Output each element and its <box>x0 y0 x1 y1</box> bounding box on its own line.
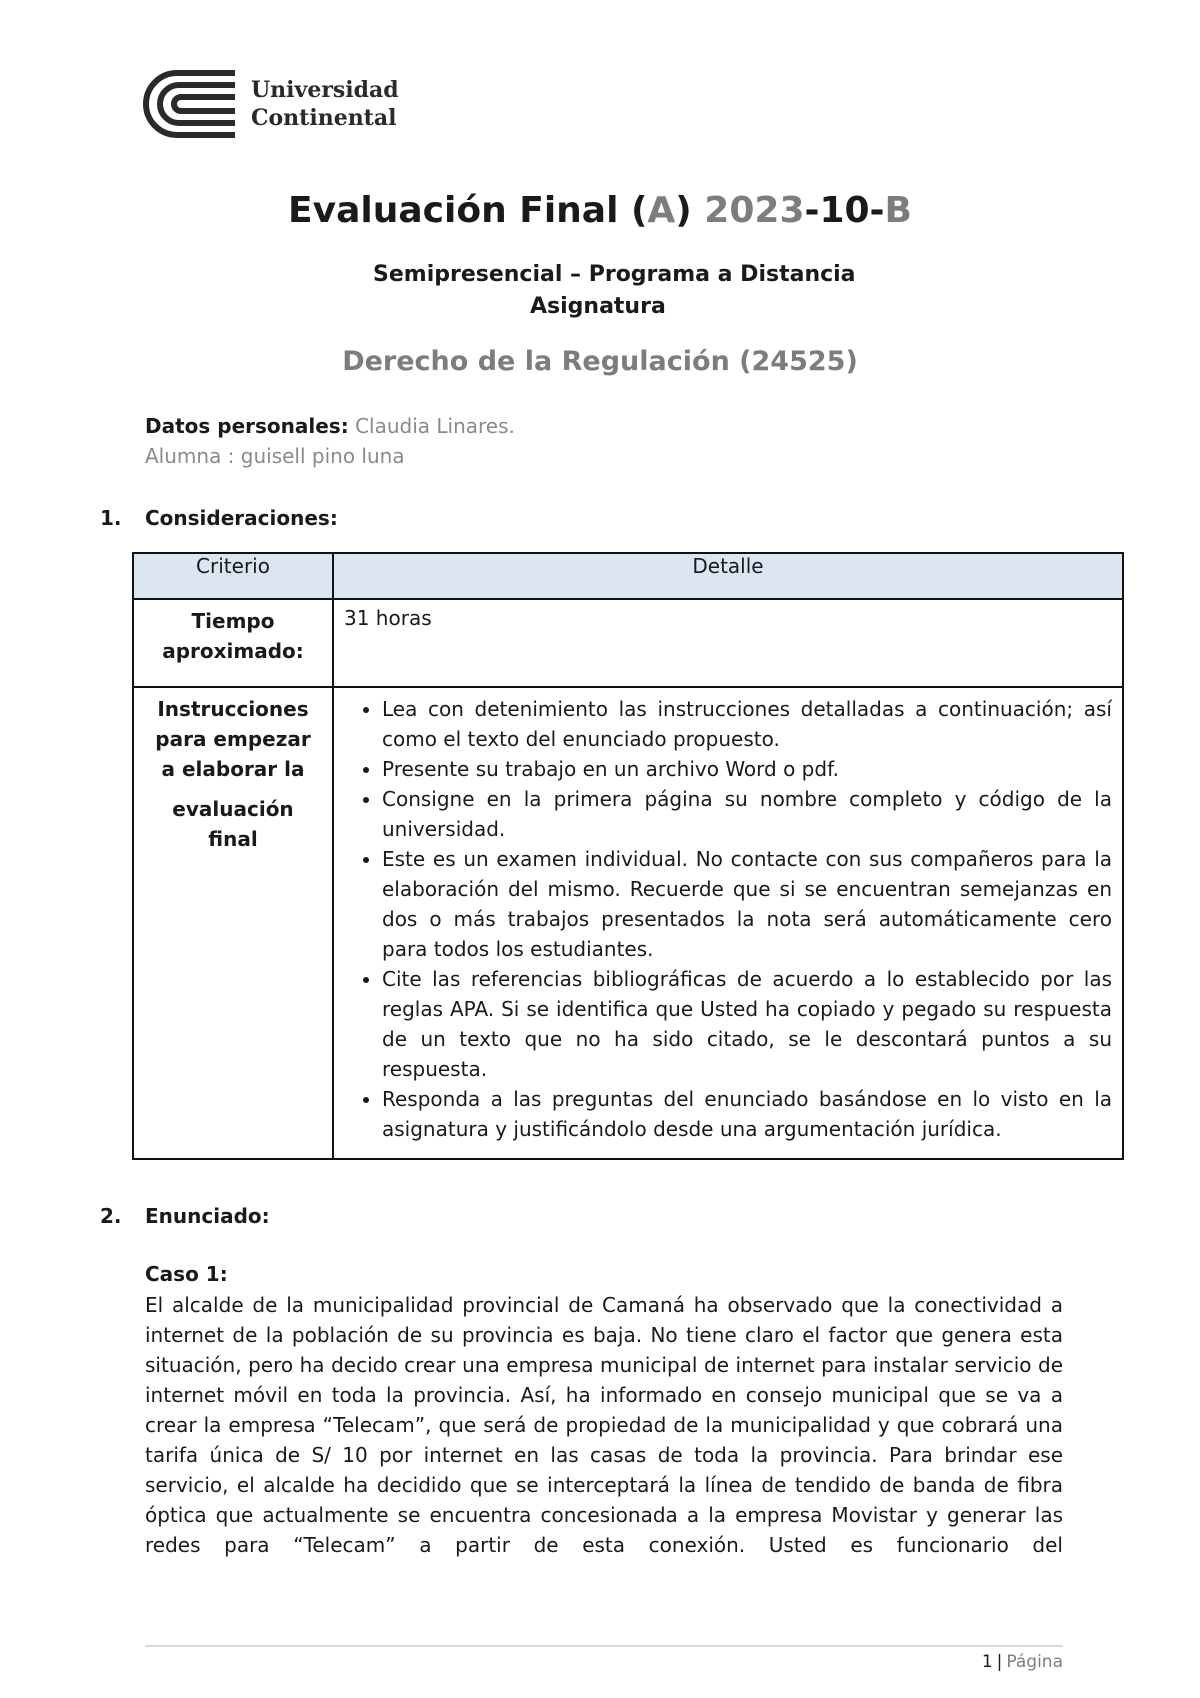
table-header-row <box>133 553 1123 599</box>
detail-cell <box>333 687 1123 1159</box>
section-heading-statement: 2. Enunciado: <box>100 1204 270 1228</box>
personal-data-value: Claudia Linares. <box>355 414 515 438</box>
header-detalle: Detalle <box>333 553 1123 599</box>
student-name: Alumna : guisell pino luna <box>145 444 405 468</box>
header-criterio: Criterio <box>133 553 333 599</box>
course-name: Derecho de la Regulación (24525) <box>342 346 858 377</box>
logo-line-2: Continental <box>251 105 397 131</box>
page-number: 1 <box>981 1652 993 1672</box>
criterion-cell: Instrucciones para empezar a elaborar la evaluación final <box>133 687 333 1159</box>
university-logo <box>143 70 403 140</box>
table-row <box>133 687 1123 1159</box>
program-subtitle: Semipresencial – Programa a Distancia <box>373 262 856 287</box>
list-item: • Responda a las preguntas del enunciado basándose en lo visto en la asignatura y justificándolo desde una argumentación jurídica. <box>382 1084 1112 1144</box>
logo-line-1: Universidad <box>251 77 399 103</box>
table-row <box>133 599 1123 687</box>
section-heading-considerations: 1. Consideraciones: <box>100 506 338 530</box>
list-item: • Cite las referencias bibliográficas de acuerdo a lo establecido por las reglas APA. Si se identifica que Usted ha copiado y pegado su respuesta de un texto que no ha sido citado, se le descontará puntos a su respuesta. <box>382 964 1112 1084</box>
list-item: • Presente su trabajo en un archivo Word o pdf. <box>382 754 1112 784</box>
page-footer <box>982 1652 1063 1672</box>
footer-divider <box>145 1645 1063 1647</box>
list-item: • Este es un examen individual. No contacte con sus compañeros para la elaboración del mismo. Recuerde que si se encuentran semejanzas en dos o más trabajos presentados la nota será automáticamente cero para todos los estudiantes. <box>382 844 1112 964</box>
instructions-list <box>344 694 1112 1144</box>
personal-data-label: Datos personales: <box>145 414 349 438</box>
footer-separator: | <box>996 1652 1003 1672</box>
case-text: El alcalde de la municipalidad provincial de Camaná ha observado que la conectividad a internet de la población de su provincia es baja. No tiene claro el factor que genera esta situación, pero ha decido crear una empresa municipal de internet para instalar servicio de internet móvil en toda la provincia. Así, ha informado en consejo municipal que se va a crear la empresa “Telecam”, que será de propiedad de la municipalidad y que cobrará una tarifa única de S/ 10 por internet en las casas de toda la provincia. Para brindar ese servicio, el alcalde ha decidido que se interceptará la línea de tendido de banda de fibra óptica que actualmente se encuentra concesionada a la empresa Movistar y generar las redes para “Telecam” a partir de esta conexión. Usted es funcionario del <box>145 1293 1063 1557</box>
universidad-continental-logo-icon <box>143 70 237 138</box>
list-item: • Lea con detenimiento las instrucciones detalladas a continuación; así como el texto del enunciado propuesto. <box>382 694 1112 754</box>
page-title: Evaluación Final (A) 2023-10-B <box>288 190 912 231</box>
criteria-table <box>132 552 1124 1160</box>
case-title: Caso 1: <box>145 1262 228 1286</box>
subject-label: Asignatura <box>530 294 666 319</box>
page-label: Página <box>1006 1652 1063 1672</box>
detail-cell: 31 horas <box>333 599 1123 687</box>
logo-wordmark <box>251 76 399 132</box>
list-item: • Consigne en la primera página su nombre completo y código de la universidad. <box>382 784 1112 844</box>
criterion-cell: Tiempo aproximado: <box>133 599 333 687</box>
personal-data <box>145 414 515 438</box>
